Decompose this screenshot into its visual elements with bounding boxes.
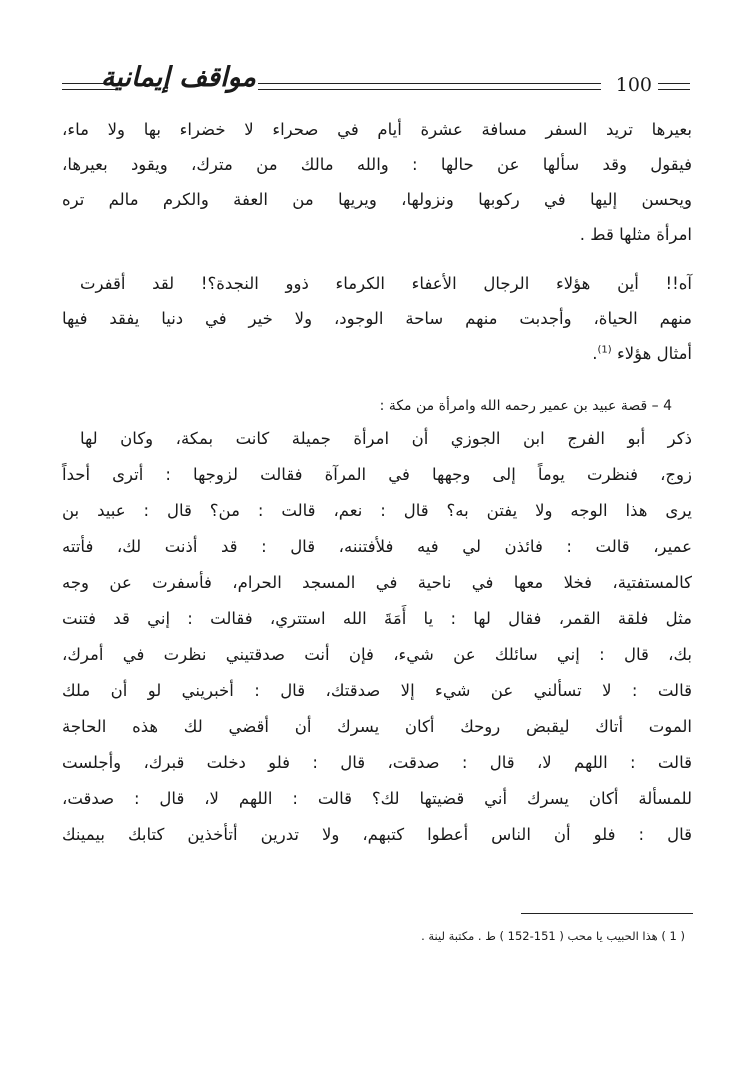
text-line: ذكر أبو الفرج ابن الجوزي أن امرأة جميلة كانت بمكة، وكان لها: [80, 429, 692, 448]
text-line: الموت أتاك ليقبض روحك أكان يسرك أن أقضي لك هذه الحاجة: [62, 717, 692, 736]
footnote-separator: [521, 913, 693, 914]
text-line: منهم الحياة، وأجدبت منهم ساحة الوجود، ولا خير في دنيا يفقد فيها: [62, 309, 692, 328]
text-line: كالمستفتية، فخلا معها في ناحية في المسجد الحرام، فأسفرت عن وجه: [62, 573, 692, 592]
text-line: يرى هذا الوجه ولا يفتن به؟ قال : نعم، قالت : من؟ قال : عبيد بن: [62, 501, 692, 520]
text-line: زوج، فنظرت يوماً إلى وجهها في المرآة فقالت لزوجها : أترى أحداً: [62, 465, 692, 484]
footnote-marker: (1): [597, 344, 612, 356]
text-line: قال : فلو أن الناس أعطوا كتبهم، ولا تدرين أتأخذين كتابك بيمينك: [62, 825, 692, 844]
text-line: قالت : اللهم لا، قال : صدقت، قال : فلو دخلت قبرك، وأجلست: [62, 753, 692, 772]
text-fragment: أمثال هؤلاء: [616, 344, 692, 363]
text-line-with-footnote: أمثال هؤلاء $^{(1)}$.: [592, 344, 692, 363]
text-line: بك، قال : إني سائلك عن شيء، فإن أنت صدقتيني نظرت في أمرك،: [62, 645, 692, 664]
footnote: ( 1 ) هذا الحبيب يا محب ( 151-152 ) ط . مكتبة لينة .: [421, 929, 685, 943]
text-line: عمير، قالت : فائذن لي فيه فلأفتننه، قال : قد أذنت لك، فأتته: [62, 537, 692, 556]
text-line: فيقول وقد سألها عن حالها : والله مالك من مترك، ويقود بعيرها،: [62, 155, 692, 174]
page-body: [62, 0, 692, 1076]
text-line: ويحسن إليها في ركوبها ونزولها، ويريها من العفة والكرم مالم تره: [62, 190, 692, 209]
page-number: 100: [615, 74, 652, 96]
book-title: مواقف إيمانية: [100, 62, 256, 93]
text-line: قالت : لا تسألني عن شيء إلا صدقتك، قال : أخبريني لو أن ملك: [62, 681, 692, 700]
text-line: امرأة مثلها قط .: [579, 225, 692, 244]
section-heading: 4 – قصة عبيد بن عمير رحمه الله وامرأة من مكة :: [379, 398, 672, 414]
text-line: للمسألة أكان يسرك أني قضيتها لك؟ قالت : اللهم لا، قال : صدقت،: [62, 789, 692, 808]
text-line: آه!! أين هؤلاء الرجال الأعفاء الكرماء ذوو النجدة؟! لقد أقفرت: [80, 274, 692, 293]
text-line: مثل فلقة القمر، فقال لها : يا أَمَةَ الله استتري، فقالت : إني قد فتنت: [62, 609, 692, 628]
text-line: بعيرها تريد السفر مسافة عشرة أيام في صحراء لا خضراء بها ولا ماء،: [62, 120, 692, 139]
